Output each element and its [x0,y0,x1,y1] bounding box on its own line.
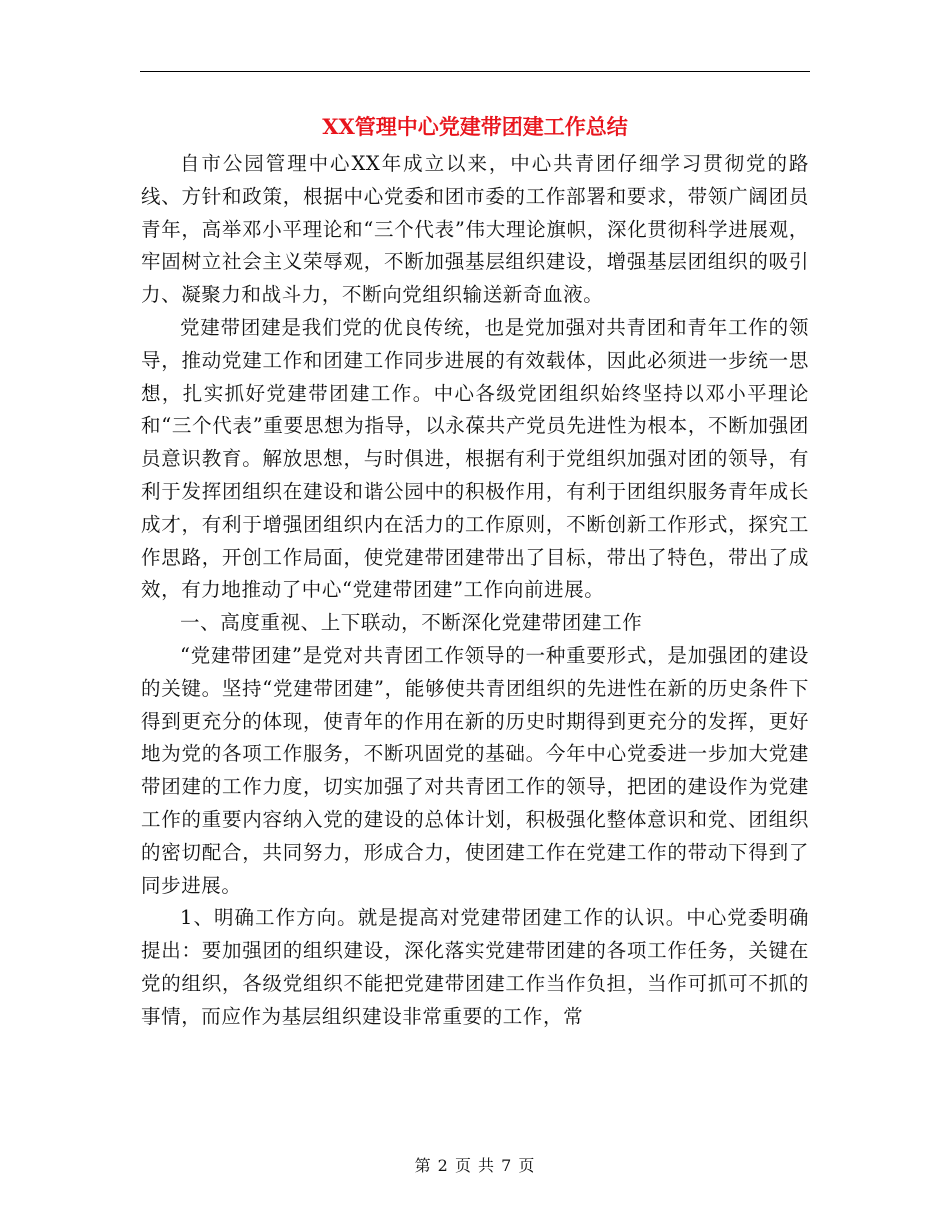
intro-paragraph: 自市公园管理中心XX年成立以来，中心共青团仔细学习贯彻党的路线、方针和政策，根据中心党委和团市委的工作部署和要求，带领广阔团员青年，高举邓小平理论和“三个代表”伟大理论旗帜，深化贯彻科学进展观，牢固树立社会主义荣辱观，不断加强基层组织建设，增强基层团组织的吸引力、凝聚力和战斗力，不断向党组织输送新奇血液。 [141,152,809,307]
document-title: XX管理中心党建带团建工作总结 [322,114,628,139]
body-paragraph: “党建带团建”是党对共青团工作领导的一种重要形式，是加强团的建设的关键。坚持“党建带团建”，能够使共青团组织的先进性在新的历史条件下得到更充分的体现，使青年的作用在新的历史时期得到更充分的发挥，更好地为党的各项工作服务，不断巩固党的基础。今年中心党委进一步加大党建带团建的工作力度，切实加强了对共青团工作的领导，把团的建设作为党建工作的重要内容纳入党的建设的总体计划，积极强化整体意识和党、团组织的密切配合，共同努力，形成合力，使团建工作在党建工作的带动下得到了同步进展。 [141,643,809,897]
header-rule [140,71,810,72]
body-paragraph: 党建带团建是我们党的优良传统，也是党加强对共青团和青年工作的领导，推动党建工作和团建工作同步进展的有效载体，因此必须进一步统一思想，扎实抓好党建带团建工作。中心各级党团组织始终坚持以邓小平理论和“三个代表”重要思想为指导，以永葆共产党员先进性为根本，不断加强团员意识教育。解放思想，与时俱进，根据有利于党组织加强对团的领导，有利于发挥团组织在建设和谐公园中的积极作用，有利于团组织服务青年成长成才，有利于增强团组织内在活力的工作原则，不断创新工作形式，探究工作思路，开创工作局面，使党建带团建带出了目标，带出了特色，带出了成效，有力地推动了中心“党建带团建”工作向前进展。 [141,315,809,602]
page-number-footer: 第 2 页 共 7 页 [414,1156,536,1175]
document-body [141,148,809,1034]
body-paragraph: 1、明确工作方向。就是提高对党建带团建工作的认识。中心党委明确提出：要加强团的组织建设，深化落实党建带团建的各项工作任务，关键在党的组织，各级党组织不能把党建带团建工作当作负担，当作可抓可不抓的事情，而应作为基层组织建设非常重要的工作，常 [141,906,809,1028]
section-heading: 一、高度重视、上下联动，不断深化党建带团建工作 [180,611,643,635]
